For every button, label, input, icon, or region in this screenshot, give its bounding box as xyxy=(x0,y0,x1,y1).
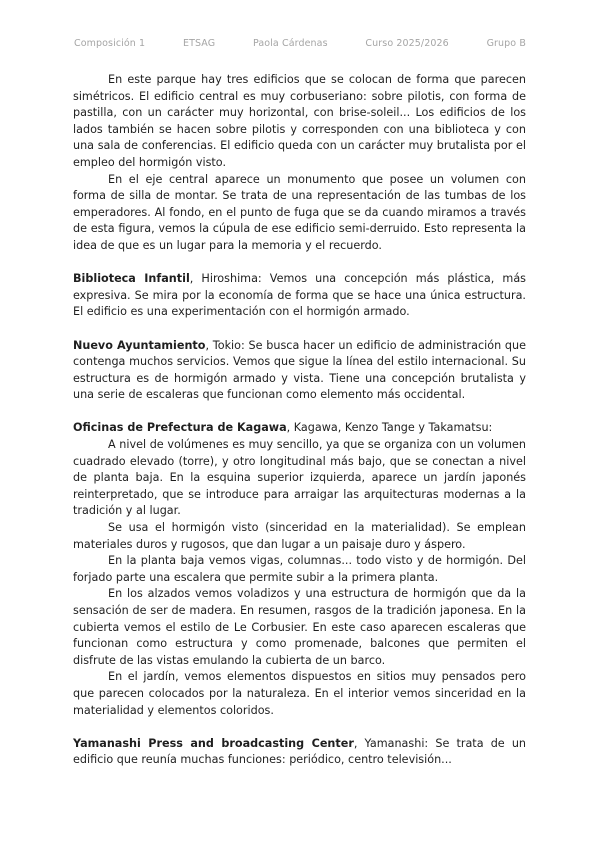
section-title: Biblioteca Infantil xyxy=(73,272,190,286)
paragraph-park-buildings: En este parque hay tres edificios que se colocan de forma que parecen simétricos. El edificio central es muy corbuseriano: sobre pilotis, con forma de pastilla, con un carácter muy horizontal, con brise-soleil... Los edificios de los lados también se hacen sobre pilotis y corresponden con una biblioteca y con una sala de conferencias. El edificio queda con un carácter muy brutalista por el empleo del hormigón visto. xyxy=(73,73,526,169)
document-body xyxy=(73,72,526,769)
header-author: Paola Cárdenas xyxy=(252,38,328,49)
section-title: Oficinas de Prefectura de Kagawa xyxy=(73,421,287,435)
page-header xyxy=(74,38,526,49)
section-text: , Yamanashi: Se trata de un edificio que reunía muchas funciones: periódico, centro televisión... xyxy=(73,736,526,767)
header-course: Composición 1 xyxy=(74,38,146,49)
section-text: , Hiroshima: Vemos una concepción más plástica, más expresiva. Se mira por la economía de forma que se hace una única estructura. El edificio es una experimentación con el hormigón armado. xyxy=(73,272,526,319)
section-nuevo-ayuntamiento xyxy=(73,338,526,404)
section-title: Nuevo Ayuntamiento xyxy=(73,338,206,352)
paragraph-kagawa-elevations: En los alzados vemos voladizos y una estructura de hormigón que da la sensación de ser de madera. En resumen, rasgos de la tradición japonesa. En la cubierta vemos el estilo de Le Corbusier. En este caso aparecen escaleras que funcionan como estructura y como promenade, balcones que permiten el disfrute de las vistas emulando la cubierta de un barco. xyxy=(73,587,526,667)
header-year: Curso 2025/2026 xyxy=(365,38,449,49)
section-text: , Kagawa, Kenzo Tange y Takamatsu: xyxy=(286,421,493,435)
section-yamanashi xyxy=(73,736,526,769)
section-biblioteca-infantil xyxy=(73,271,526,321)
paragraph-kagawa-garden: En el jardín, vemos elementos dispuestos en sitios muy pensados pero que parecen colocados por la naturaleza. En el interior vemos sinceridad en la materialidad y elementos coloridos. xyxy=(73,670,526,717)
header-school: ETSAG xyxy=(182,38,216,49)
header-group: Grupo B xyxy=(486,38,526,49)
section-text: , Tokio: Se busca hacer un edificio de administración que contenga muchos servicios. Vemos que sigue la línea del estilo internacional. Su estructura es de hormigón armado y vista. Tiene una concepción brutalista y una serie de escaleras que funcionan como elemento más occidental. xyxy=(73,338,527,402)
paragraph-monument: En el eje central aparece un monumento que posee un volumen con forma de silla de montar. Se trata de una representación de las tumbas de los emperadores. Al fondo, en el punto de fuga que se da cuando miramos a través de esta figura, vemos la cúpula de ese edificio semi-derruido. Esto representa la idea de que es un lugar para la memoria y el recuerdo. xyxy=(73,172,526,252)
section-title: Yamanashi Press and broadcasting Center xyxy=(73,736,354,750)
paragraph-kagawa-ground-floor: En la planta baja vemos vigas, columnas... todo visto y de hormigón. Del forjado parte una escalera que permite subir a la primera planta. xyxy=(73,554,526,584)
paragraph-kagawa-volumes: A nivel de volúmenes es muy sencillo, ya que se organiza con un volumen cuadrado elevado (torre), y otro longitudinal más bajo, que se conectan a nivel de planta baja. En la esquina superior izquierda, aparece un jardín japonés reinterpretado, que se introduce para arraigar las arquitecturas modernas a la tradición y al lugar. xyxy=(73,438,526,518)
paragraph-kagawa-materials: Se usa el hormigón visto (sinceridad en la materialidad). Se emplean materiales duros y rugosos, que dan lugar a un paisaje duro y áspero. xyxy=(73,521,526,551)
section-kagawa xyxy=(73,420,526,437)
